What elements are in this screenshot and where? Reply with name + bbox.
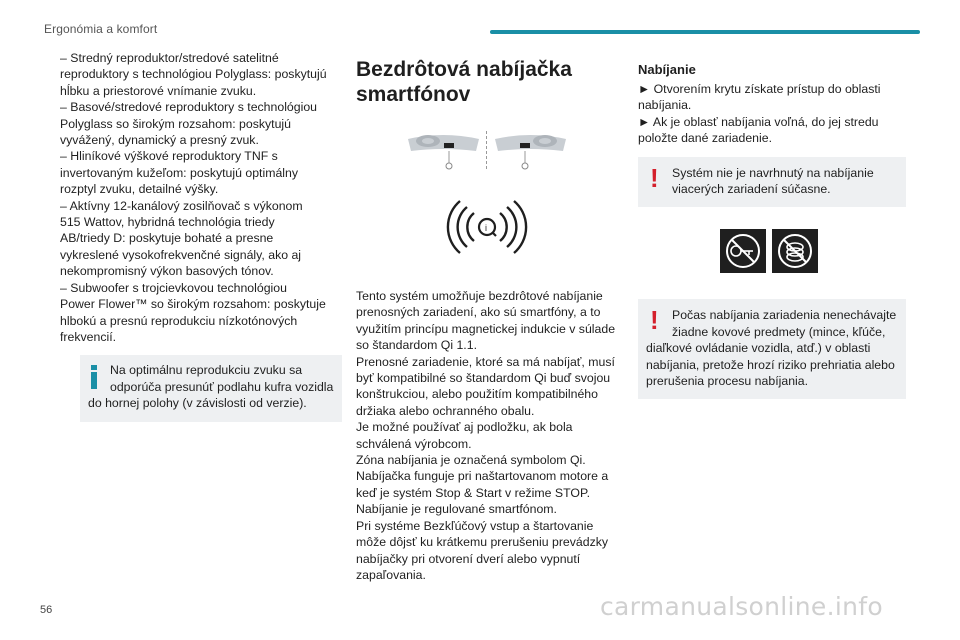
text-line: môže dôjsť ku krátkemu prerušeniu prevádzky [356,535,609,550]
no-keys-icon [720,229,766,273]
text-line: viacerých zariadení súčasne. [672,182,831,197]
column-audio-description [60,50,342,422]
text-line: držiaka alebo ochranného obalu. [356,403,535,418]
warning-icon: ! [650,305,659,336]
text-line: prerušenia procesu nabíjania. [646,374,809,389]
steering-wheel-left-icon [406,129,481,171]
text-line: Prenosné zariadenie, ktoré sa má nabíjať, musí [356,354,615,369]
text-line: žiadne kovové predmety (mince, kľúče, [672,324,886,339]
title-line: smartfónov [356,83,471,106]
svg-text:i: i [485,223,487,233]
text-line: Nabíjanie je regulované smartfónom. [356,502,557,517]
text-line: reproduktory s technológiou Polyglass: poskytujú [60,67,327,82]
text-line: keď je systém Stop & Start v režime STOP. [356,485,590,500]
text-line: AB/triedy D: poskytuje bohaté a presne [60,231,274,246]
text-line: 515 Wattov, hybridná technológia triedy [60,215,275,230]
warning-icon: ! [650,162,659,193]
audio-features-list [60,50,342,345]
text-line: – Basové/stredové reproduktory s technológiou [60,100,318,115]
text-line: invertovaným kužeľom: poskytujú optimálny [60,165,299,180]
text-line: položte dané zariadenie. [638,131,772,146]
warning-box-multiple-devices [638,157,906,208]
text-line: – Subwoofer s trojcievkovou technológiou [60,280,287,295]
text-line: Tento systém umožňuje bezdrôtové nabíjanie [356,289,603,303]
text-line: zapaľovania. [356,567,426,582]
steering-wheel-right-icon [493,129,568,171]
text-line: nabíjania. [638,98,692,113]
text-line: Je možné používať aj podložku, ak bola [356,420,573,435]
charging-subtitle: Nabíjanie [638,62,696,77]
text-line: nabíjania, pretože hrozí riziko prehriatia alebo [646,357,895,372]
text-line: so štandardom Qi 1.1. [356,338,477,353]
text-line: Polyglass so širokým rozsahom: poskytujú [60,116,291,131]
section-title [356,57,616,107]
text-line: frekvencií. [60,329,117,344]
page-number: 56 [40,604,53,616]
warning-text [646,162,898,198]
text-line: prenosných zariadení, ako sú smartfóny, a to [356,305,601,320]
metal-objects-prohibited-figure [720,229,818,273]
text-line: ► Otvorením krytu získate prístup do oblasti [638,82,881,96]
text-line: diaľkové ovládanie vozidla, atď.) v oblasti [646,341,871,356]
text-line: využitím princípu magnetickej indukcie v súlade [356,321,616,336]
text-line: – Stredný reproduktor/stredové satelitné [60,51,279,65]
header-accent-rule [490,30,920,34]
charging-steps [638,81,906,147]
text-line: konštrukciou, alebo použitím kompatibilného [356,387,598,402]
header-title: Ergonómia a komfort [44,22,158,36]
warning-box-metal-objects [638,299,906,399]
text-line: Zóna nabíjania je označená symbolom Qi. [356,453,586,468]
text-line: byť kompatibilné so štandardom Qi buď svojou [356,371,611,386]
warning-text [646,307,898,389]
text-line: do hornej polohy (v závislosti od verzie). [88,396,307,411]
text-line: – Aktívny 12-kanálový zosilňovač s výkonom [60,198,303,213]
text-line: schválená výrobcom. [356,436,472,451]
text-line: rozptyl zvuku, detailné výšky. [60,182,219,197]
text-line: hĺbku a priestorové vnímanie zvuku. [60,83,257,98]
text-line: Počas nabíjania zariadenia nenechávajte [672,308,897,323]
text-line: Systém nie je navrhnutý na nabíjanie [672,165,874,180]
wireless-charger-description [356,288,616,583]
text-line: nekompromisný výkon basových tónov. [60,264,274,279]
text-line: Pri systéme Bezkľúčový vstup a štartovanie [356,518,594,533]
text-line: hlbokú a presnú reprodukciu nízkotónových [60,313,298,328]
column-wireless-charger [356,50,616,583]
column-charging [638,50,906,399]
text-line: ► Ak je oblasť nabíjania voľná, do jej stredu [638,114,879,129]
charger-location-figures [406,129,568,171]
text-line: vyvážený, dynamický a presný zvuk. [60,133,259,148]
figure-divider [486,131,488,169]
text-line: vykreslené vysokofrekvenčné signály, ako aj [60,247,302,262]
info-note-text [88,362,334,411]
text-line: odporúča presunúť podlahu kufra vozidla [110,379,334,394]
text-line: nabíjačky pri otvorení dverí alebo vypnutí [356,551,581,566]
watermark: carmanualsonline.info [600,592,883,621]
info-icon [88,365,100,389]
title-line: Bezdrôtová nabíjačka [356,58,572,81]
text-line: – Hliníkové výškové reproduktory TNF s [60,149,278,164]
qi-wireless-charging-icon [440,195,534,259]
no-coins-icon [772,229,818,273]
text-line: Na optimálnu reprodukciu zvuku sa [110,363,303,378]
text-line: Nabíjačka funguje pri naštartovanom motore a [356,469,609,484]
text-line: Power Flower™ so širokým rozsahom: poskytuje [60,297,326,312]
info-note-box [80,355,342,421]
